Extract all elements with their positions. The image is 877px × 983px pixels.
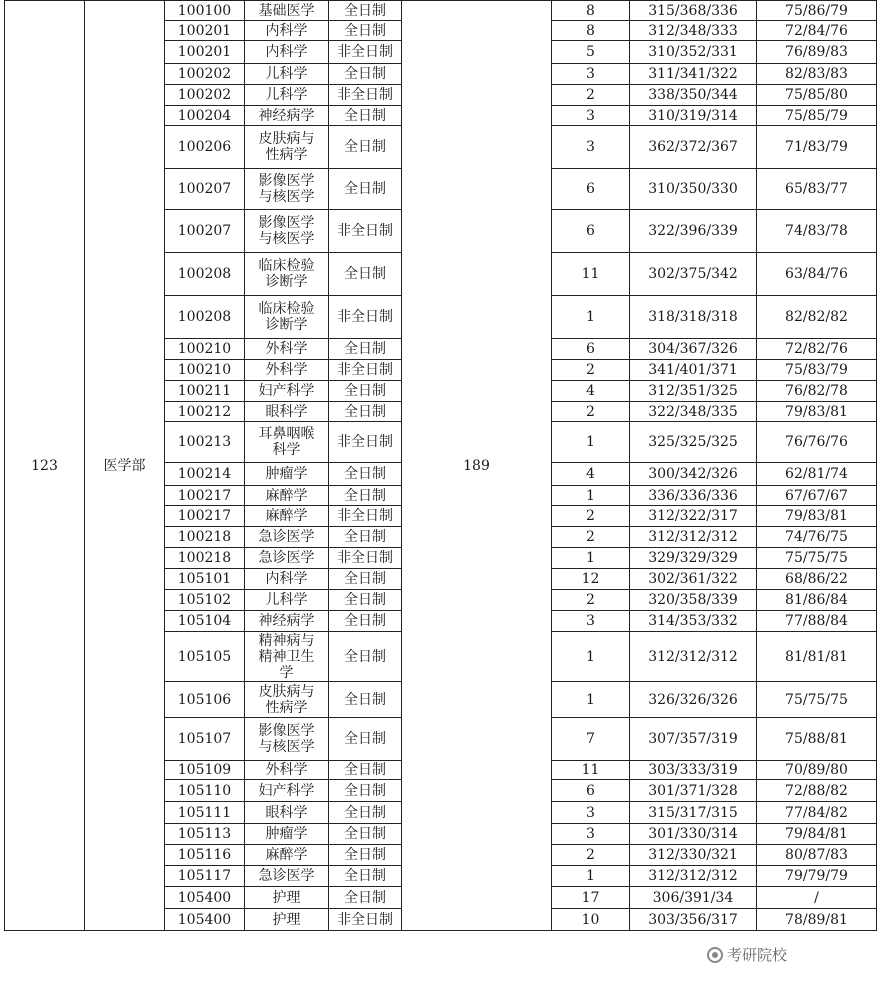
admitted-count: 3 <box>552 64 630 85</box>
program-name: 耳鼻咽喉 科学 <box>245 422 329 463</box>
admitted-count: 3 <box>552 824 630 845</box>
wechat-icon <box>707 947 723 963</box>
program-name: 肿瘤学 <box>245 463 329 486</box>
exam-score-range: 80/87/83 <box>757 845 877 866</box>
program-code: 100100 <box>165 1 245 21</box>
program-name: 神经病学 <box>245 106 329 126</box>
score-range: 320/358/339 <box>630 590 757 611</box>
program-name: 妇产科学 <box>245 780 329 802</box>
program-code: 100201 <box>165 21 245 41</box>
score-range: 312/330/321 <box>630 845 757 866</box>
program-name: 儿科学 <box>245 85 329 106</box>
program-name: 精神病与 精神卫生 学 <box>245 632 329 682</box>
study-mode: 全日制 <box>329 339 402 360</box>
exam-score-range: 75/85/80 <box>757 85 877 106</box>
program-name: 麻醉学 <box>245 506 329 527</box>
study-mode: 全日制 <box>329 463 402 486</box>
exam-score-range: 79/83/81 <box>757 402 877 422</box>
score-range: 304/367/326 <box>630 339 757 360</box>
program-name: 儿科学 <box>245 590 329 611</box>
admitted-count: 1 <box>552 422 630 463</box>
program-name: 影像医学 与核医学 <box>245 718 329 761</box>
admitted-count: 2 <box>552 85 630 106</box>
program-code: 105102 <box>165 590 245 611</box>
program-name: 儿科学 <box>245 64 329 85</box>
study-mode: 非全日制 <box>329 360 402 381</box>
exam-score-range: 75/88/81 <box>757 718 877 761</box>
admitted-count: 1 <box>552 296 630 339</box>
table-row <box>5 1 877 21</box>
study-mode: 全日制 <box>329 632 402 682</box>
program-name: 影像医学 与核医学 <box>245 210 329 253</box>
exam-score-range: 79/84/81 <box>757 824 877 845</box>
program-name: 皮肤病与 性病学 <box>245 682 329 718</box>
score-range: 312/312/312 <box>630 866 757 887</box>
score-range: 312/351/325 <box>630 381 757 402</box>
program-name: 皮肤病与 性病学 <box>245 126 329 169</box>
admitted-count: 5 <box>552 41 630 64</box>
score-range: 322/348/335 <box>630 402 757 422</box>
study-mode: 非全日制 <box>329 548 402 569</box>
score-range: 303/356/317 <box>630 909 757 931</box>
admitted-count: 4 <box>552 463 630 486</box>
study-mode: 全日制 <box>329 802 402 824</box>
score-range: 307/357/319 <box>630 718 757 761</box>
exam-score-range: 74/83/78 <box>757 210 877 253</box>
exam-score-range: 63/84/76 <box>757 253 877 296</box>
program-name: 眼科学 <box>245 402 329 422</box>
program-code: 100218 <box>165 527 245 548</box>
program-name: 麻醉学 <box>245 486 329 506</box>
program-code: 100210 <box>165 360 245 381</box>
program-code: 100202 <box>165 85 245 106</box>
admitted-count: 2 <box>552 360 630 381</box>
program-code: 105110 <box>165 780 245 802</box>
admitted-count: 2 <box>552 845 630 866</box>
score-range: 301/371/328 <box>630 780 757 802</box>
watermark <box>704 944 790 965</box>
score-range: 310/319/314 <box>630 106 757 126</box>
score-range: 306/391/34 <box>630 887 757 909</box>
program-code: 100207 <box>165 169 245 210</box>
score-range: 300/342/326 <box>630 463 757 486</box>
admitted-count: 3 <box>552 106 630 126</box>
exam-score-range: 79/79/79 <box>757 866 877 887</box>
score-range: 312/312/312 <box>630 632 757 682</box>
score-range: 311/341/322 <box>630 64 757 85</box>
exam-score-range: 82/83/83 <box>757 64 877 85</box>
score-range: 314/353/332 <box>630 611 757 632</box>
exam-score-range: 82/82/82 <box>757 296 877 339</box>
study-mode: 非全日制 <box>329 85 402 106</box>
program-name: 急诊医学 <box>245 548 329 569</box>
exam-score-range: 75/86/79 <box>757 1 877 21</box>
program-name: 急诊医学 <box>245 866 329 887</box>
score-range: 310/350/330 <box>630 169 757 210</box>
admitted-count: 11 <box>552 761 630 780</box>
exam-score-range: 75/75/75 <box>757 682 877 718</box>
admitted-count: 1 <box>552 866 630 887</box>
study-mode: 全日制 <box>329 381 402 402</box>
study-mode: 全日制 <box>329 486 402 506</box>
score-range: 301/330/314 <box>630 824 757 845</box>
program-code: 100211 <box>165 381 245 402</box>
study-mode: 全日制 <box>329 845 402 866</box>
score-range: 302/361/322 <box>630 569 757 590</box>
program-code: 105104 <box>165 611 245 632</box>
program-name: 急诊医学 <box>245 527 329 548</box>
admitted-count: 8 <box>552 1 630 21</box>
study-mode: 全日制 <box>329 718 402 761</box>
exam-score-range: 76/76/76 <box>757 422 877 463</box>
score-range: 312/348/333 <box>630 21 757 41</box>
score-range: 322/396/339 <box>630 210 757 253</box>
study-mode: 全日制 <box>329 780 402 802</box>
exam-score-range: 71/83/79 <box>757 126 877 169</box>
admitted-count: 1 <box>552 486 630 506</box>
exam-score-range: 74/76/75 <box>757 527 877 548</box>
study-mode: 全日制 <box>329 761 402 780</box>
program-code: 105400 <box>165 887 245 909</box>
exam-score-range: 70/89/80 <box>757 761 877 780</box>
program-name: 护理 <box>245 887 329 909</box>
admitted-count: 2 <box>552 527 630 548</box>
exam-score-range: 81/86/84 <box>757 590 877 611</box>
program-name: 内科学 <box>245 569 329 590</box>
admitted-count: 12 <box>552 569 630 590</box>
admitted-count: 3 <box>552 611 630 632</box>
exam-score-range: / <box>757 887 877 909</box>
admitted-count: 1 <box>552 632 630 682</box>
score-range: 326/326/326 <box>630 682 757 718</box>
program-code: 105117 <box>165 866 245 887</box>
exam-score-range: 72/84/76 <box>757 21 877 41</box>
admitted-count: 6 <box>552 339 630 360</box>
program-code: 105400 <box>165 909 245 931</box>
program-name: 妇产科学 <box>245 381 329 402</box>
admitted-count: 1 <box>552 548 630 569</box>
score-range: 315/368/336 <box>630 1 757 21</box>
program-code: 105113 <box>165 824 245 845</box>
admitted-count: 11 <box>552 253 630 296</box>
program-code: 100204 <box>165 106 245 126</box>
admitted-count: 6 <box>552 169 630 210</box>
program-code: 105106 <box>165 682 245 718</box>
admitted-count: 8 <box>552 21 630 41</box>
program-code: 105107 <box>165 718 245 761</box>
study-mode: 全日制 <box>329 866 402 887</box>
score-range: 302/375/342 <box>630 253 757 296</box>
program-name: 神经病学 <box>245 611 329 632</box>
admitted-count: 10 <box>552 909 630 931</box>
program-name: 内科学 <box>245 21 329 41</box>
study-mode: 全日制 <box>329 106 402 126</box>
study-mode: 全日制 <box>329 682 402 718</box>
study-mode: 非全日制 <box>329 296 402 339</box>
exam-score-range: 67/67/67 <box>757 486 877 506</box>
score-range: 315/317/315 <box>630 802 757 824</box>
program-code: 100212 <box>165 402 245 422</box>
exam-score-range: 62/81/74 <box>757 463 877 486</box>
program-code: 100213 <box>165 422 245 463</box>
program-code: 100214 <box>165 463 245 486</box>
exam-score-range: 81/81/81 <box>757 632 877 682</box>
exam-score-range: 76/82/78 <box>757 381 877 402</box>
admitted-count: 6 <box>552 210 630 253</box>
exam-score-range: 68/86/22 <box>757 569 877 590</box>
exam-score-range: 79/83/81 <box>757 506 877 527</box>
study-mode: 全日制 <box>329 21 402 41</box>
exam-score-range: 75/75/75 <box>757 548 877 569</box>
exam-score-range: 77/84/82 <box>757 802 877 824</box>
study-mode: 全日制 <box>329 402 402 422</box>
exam-score-range: 76/89/83 <box>757 41 877 64</box>
admission-score-table <box>4 0 877 931</box>
admitted-count: 1 <box>552 682 630 718</box>
study-mode: 全日制 <box>329 590 402 611</box>
program-code: 100206 <box>165 126 245 169</box>
study-mode: 全日制 <box>329 824 402 845</box>
exam-score-range: 77/88/84 <box>757 611 877 632</box>
score-range: 310/352/331 <box>630 41 757 64</box>
program-code: 100202 <box>165 64 245 85</box>
study-mode: 全日制 <box>329 64 402 85</box>
program-name: 外科学 <box>245 761 329 780</box>
total-count-cell: 189 <box>402 1 552 931</box>
score-range: 312/312/312 <box>630 527 757 548</box>
program-name: 临床检验 诊断学 <box>245 296 329 339</box>
program-name: 影像医学 与核医学 <box>245 169 329 210</box>
program-code: 105116 <box>165 845 245 866</box>
program-name: 护理 <box>245 909 329 931</box>
admitted-count: 6 <box>552 780 630 802</box>
admitted-count: 2 <box>552 402 630 422</box>
score-range: 341/401/371 <box>630 360 757 381</box>
study-mode: 全日制 <box>329 126 402 169</box>
program-name: 麻醉学 <box>245 845 329 866</box>
program-code: 105111 <box>165 802 245 824</box>
score-range: 303/333/319 <box>630 761 757 780</box>
institution-code-cell: 123 <box>5 1 85 931</box>
exam-score-range: 75/85/79 <box>757 106 877 126</box>
program-name: 基础医学 <box>245 1 329 21</box>
study-mode: 非全日制 <box>329 909 402 931</box>
score-range: 338/350/344 <box>630 85 757 106</box>
score-range: 318/318/318 <box>630 296 757 339</box>
study-mode: 全日制 <box>329 527 402 548</box>
program-code: 105105 <box>165 632 245 682</box>
study-mode: 非全日制 <box>329 41 402 64</box>
study-mode: 全日制 <box>329 253 402 296</box>
study-mode: 全日制 <box>329 1 402 21</box>
program-code: 105109 <box>165 761 245 780</box>
score-range: 336/336/336 <box>630 486 757 506</box>
admitted-count: 2 <box>552 590 630 611</box>
program-code: 100210 <box>165 339 245 360</box>
study-mode: 全日制 <box>329 169 402 210</box>
score-range: 329/329/329 <box>630 548 757 569</box>
exam-score-range: 65/83/77 <box>757 169 877 210</box>
admitted-count: 7 <box>552 718 630 761</box>
program-code: 100217 <box>165 486 245 506</box>
watermark-text: 考研院校 <box>726 946 787 964</box>
study-mode: 全日制 <box>329 569 402 590</box>
program-code: 100201 <box>165 41 245 64</box>
score-range: 325/325/325 <box>630 422 757 463</box>
program-code: 100208 <box>165 296 245 339</box>
admitted-count: 3 <box>552 126 630 169</box>
program-name: 外科学 <box>245 360 329 381</box>
exam-score-range: 72/82/76 <box>757 339 877 360</box>
program-name: 肿瘤学 <box>245 824 329 845</box>
program-code: 100207 <box>165 210 245 253</box>
study-mode: 全日制 <box>329 611 402 632</box>
program-name: 临床检验 诊断学 <box>245 253 329 296</box>
score-range: 362/372/367 <box>630 126 757 169</box>
program-name: 眼科学 <box>245 802 329 824</box>
admitted-count: 17 <box>552 887 630 909</box>
study-mode: 非全日制 <box>329 422 402 463</box>
study-mode: 全日制 <box>329 887 402 909</box>
program-code: 105101 <box>165 569 245 590</box>
admitted-count: 2 <box>552 506 630 527</box>
department-cell: 医学部 <box>85 1 165 931</box>
program-code: 100208 <box>165 253 245 296</box>
score-range: 312/322/317 <box>630 506 757 527</box>
program-name: 外科学 <box>245 339 329 360</box>
exam-score-range: 72/88/82 <box>757 780 877 802</box>
admitted-count: 3 <box>552 802 630 824</box>
program-name: 内科学 <box>245 41 329 64</box>
study-mode: 非全日制 <box>329 506 402 527</box>
program-code: 100217 <box>165 506 245 527</box>
study-mode: 非全日制 <box>329 210 402 253</box>
program-code: 100218 <box>165 548 245 569</box>
exam-score-range: 75/83/79 <box>757 360 877 381</box>
exam-score-range: 78/89/81 <box>757 909 877 931</box>
admitted-count: 4 <box>552 381 630 402</box>
